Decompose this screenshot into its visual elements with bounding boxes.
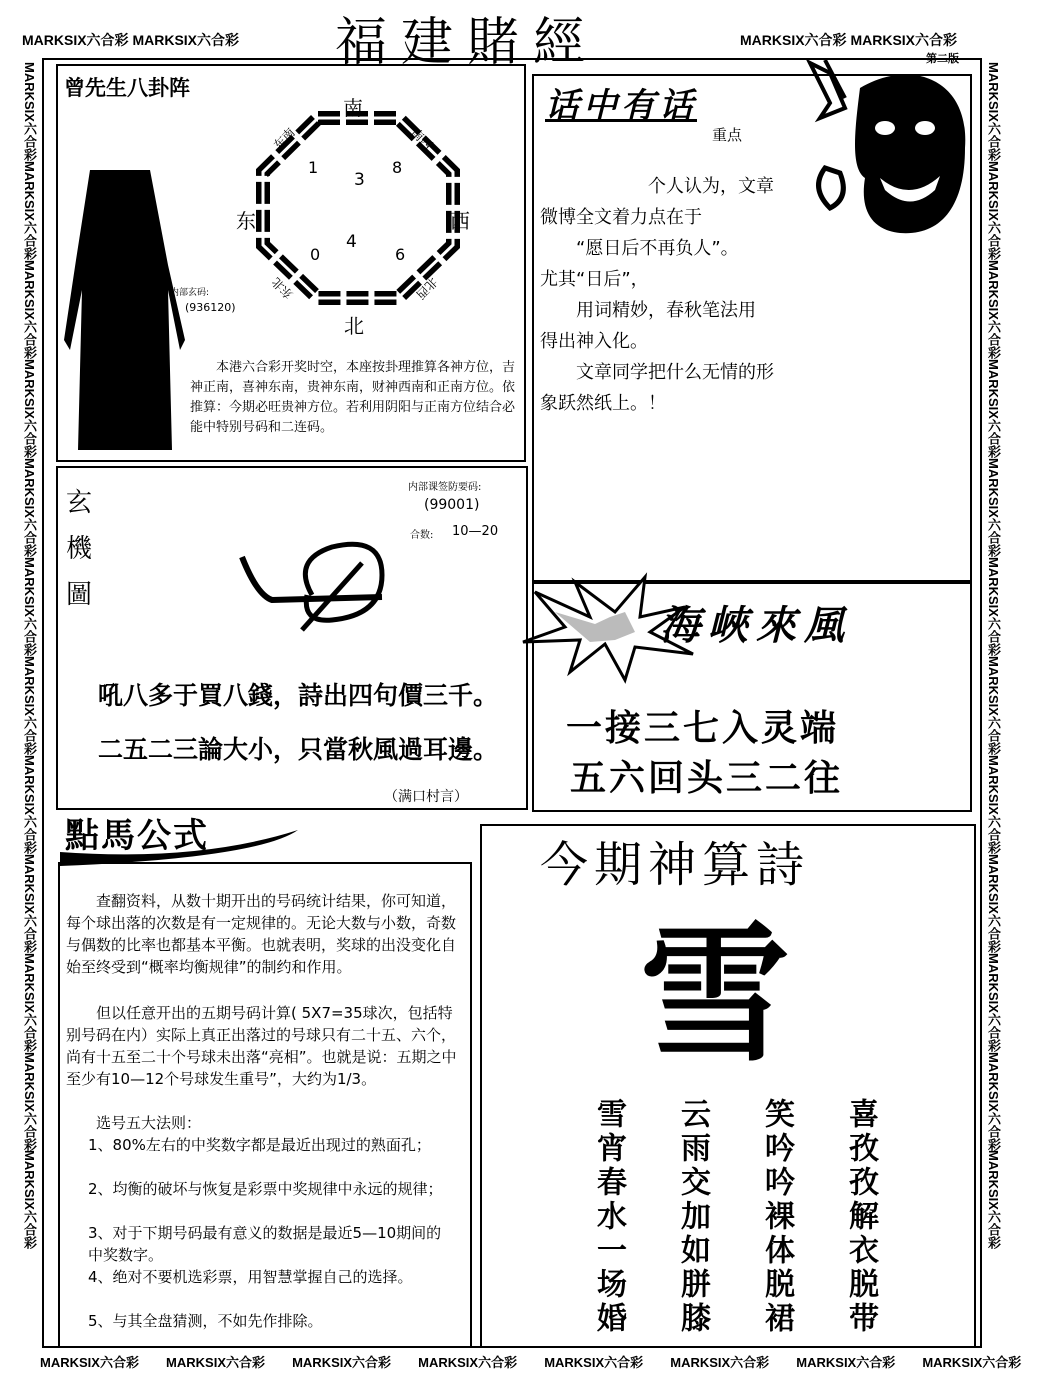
haixia-line-2: 五六回头三二往: [570, 758, 844, 799]
dir-north: 北: [344, 314, 364, 338]
xuanji-verse-1: 吼八多于買八錢，詩出四句價三千。: [98, 681, 499, 710]
bagua-heading: 曾先生八卦阵: [64, 76, 190, 100]
bottom-border-row: MARKSIX六合彩 MARKSIX六合彩 MARKSIX六合彩 MARKSIX六合彩 MARKSIX六合彩 MARKSIX六合彩 MARKSIX六合彩 MARKSIX六合彩: [40, 1355, 1022, 1370]
xuanji-attribution: （满口村言）: [384, 789, 468, 805]
dir-southeast: 东南: [270, 125, 298, 153]
opinion-subheading: 重点: [712, 126, 743, 144]
dir-northeast: 东北: [268, 274, 296, 302]
bagua-description: 本港六合彩开奖时空，本座按卦理推算各神方位，吉神正南，喜神东南，贵神东南，财神西南和正南方位。依推算：今期必旺贵神方位。若利用阴阳与正南方位结合必能中特别号码和二连码。: [190, 360, 516, 435]
bagua-number: 0: [310, 245, 321, 264]
xuanji-verse-2: 二五二三論大小，只當秋風過耳邊。: [98, 735, 499, 764]
dir-south: 南: [343, 96, 363, 120]
opinion-line: 个人认为，文章: [648, 176, 774, 197]
dir-east: 东: [236, 209, 256, 233]
left-border-column: MARKSIX六合彩 MARKSIX六合彩 MARKSIX六合彩 MARKSIX六合彩 MARKSIX六合彩 MARKSIX六合彩 MARKSIX六合彩 MARKSIX六合彩 MARKSIX六合彩 MARKSIX六合彩 MARKSIX六合彩 MARKSIX六合彩: [22, 62, 37, 1250]
dir-west: 西: [450, 209, 470, 233]
poem-big-character: 雪: [640, 907, 791, 1083]
dianma-heading: 點馬公式: [65, 816, 209, 856]
edition-label: 第二版: [926, 52, 959, 65]
poem-heading: 今期神算詩: [540, 837, 811, 893]
dianma-rule: 3、对于下期号码最有意义的数据是最近5—10期间的中奖数字。: [88, 1224, 442, 1264]
xuanji-sketch: [232, 535, 392, 635]
dianma-rule: 5、与其全盘猜测，不如先作排除。: [88, 1312, 323, 1330]
opinion-heading: 话中有话: [545, 86, 697, 126]
xuanji-he-value: 10—20: [452, 524, 499, 539]
opinion-line: 文章同学把什么无情的形: [576, 362, 774, 383]
xuanji-heading-char: 玄: [66, 488, 93, 518]
opinion-line: 得出神入化。: [540, 331, 648, 352]
xuanji-code-value: (99001): [424, 497, 480, 513]
bagua-number: 1: [308, 158, 319, 177]
right-border-column: MARKSIX六合彩 MARKSIX六合彩 MARKSIX六合彩 MARKSIX六合彩 MARKSIX六合彩 MARKSIX六合彩 MARKSIX六合彩 MARKSIX六合彩 MARKSIX六合彩 MARKSIX六合彩 MARKSIX六合彩 MARKSIX六合彩: [986, 62, 1001, 1250]
dir-southwest: 南西: [408, 125, 436, 153]
poem-column: 云雨交加如胼膝: [675, 1098, 710, 1336]
bagua-number: 8: [392, 158, 403, 177]
poem-column: 喜孜孜解衣脱带: [843, 1098, 878, 1336]
xuanji-heading-char: 圖: [66, 580, 93, 610]
dianma-rule: 4、绝对不要机选彩票，用智慧掌握自己的选择。: [88, 1268, 413, 1286]
opinion-line: 象跃然纸上。！: [540, 393, 666, 414]
bagua-code-value: (936120): [185, 301, 236, 314]
opinion-line: 微博全文着力点在于: [540, 207, 702, 228]
top-right-brand-strip: MARKSIX六合彩 MARKSIX六合彩: [740, 32, 958, 48]
poem-column: 笑吟吟裸体脱裙: [759, 1098, 794, 1336]
cartoon-face-illustration: [800, 58, 972, 236]
xuanji-he-label: 合数:: [410, 530, 434, 541]
haixia-heading: 海峽來風: [660, 603, 852, 649]
opinion-line: 用词精妙，春秋笔法用: [576, 300, 756, 321]
dir-northwest: 北西: [413, 274, 441, 302]
poem-column: 雪宵春水一场婚: [591, 1098, 626, 1336]
bagua-number: 6: [395, 245, 406, 264]
bagua-number: 4: [346, 232, 357, 252]
dianma-paragraph: 但以任意开出的五期号码计算( 5X7=35球次，包括特别号码在内）实际上真正出落过的号球只有二十五、六个，尚有十五至二十个号球未出落“亮相”。也就是说：五期之中至少有10—12个号球发生重号”，大约为1/3。: [66, 1004, 457, 1088]
xuanji-code-label: 内部课签防要码:: [408, 482, 482, 493]
top-left-brand-strip: MARKSIX六合彩 MARKSIX六合彩: [22, 32, 240, 48]
bagua-code-label: 内部玄码:: [170, 288, 210, 298]
dianma-paragraph: 选号五大法则：: [96, 1114, 202, 1132]
dianma-paragraph: 查翻资料，从数十期开出的号码统计结果，你可知道，每个球出落的次数是有一定规律的。无论大数与小数，奇数与偶数的比率也都基本平衡。也就表明，奖球的出没变化自始至终受到“概率均衡规律”的制约和作用。: [66, 892, 457, 976]
xuanji-heading-char: 機: [66, 534, 93, 564]
haixia-line-1: 一接三七入灵端: [566, 708, 840, 749]
dianma-rule: 2、均衡的破坏与恢复是彩票中奖规律中永远的规律；: [88, 1180, 443, 1198]
figure-illustration: [60, 100, 200, 455]
page-title: 福建賭經: [335, 13, 600, 73]
opinion-line: “愿日后不再负人”。: [576, 238, 739, 259]
dianma-rule: 1、80%左右的中奖数字都是最近出现过的熟面孔；: [88, 1136, 431, 1154]
bagua-number: 3: [354, 170, 365, 190]
poem-panel: [480, 824, 976, 1348]
opinion-line: 尤其“日后”，: [540, 269, 649, 290]
